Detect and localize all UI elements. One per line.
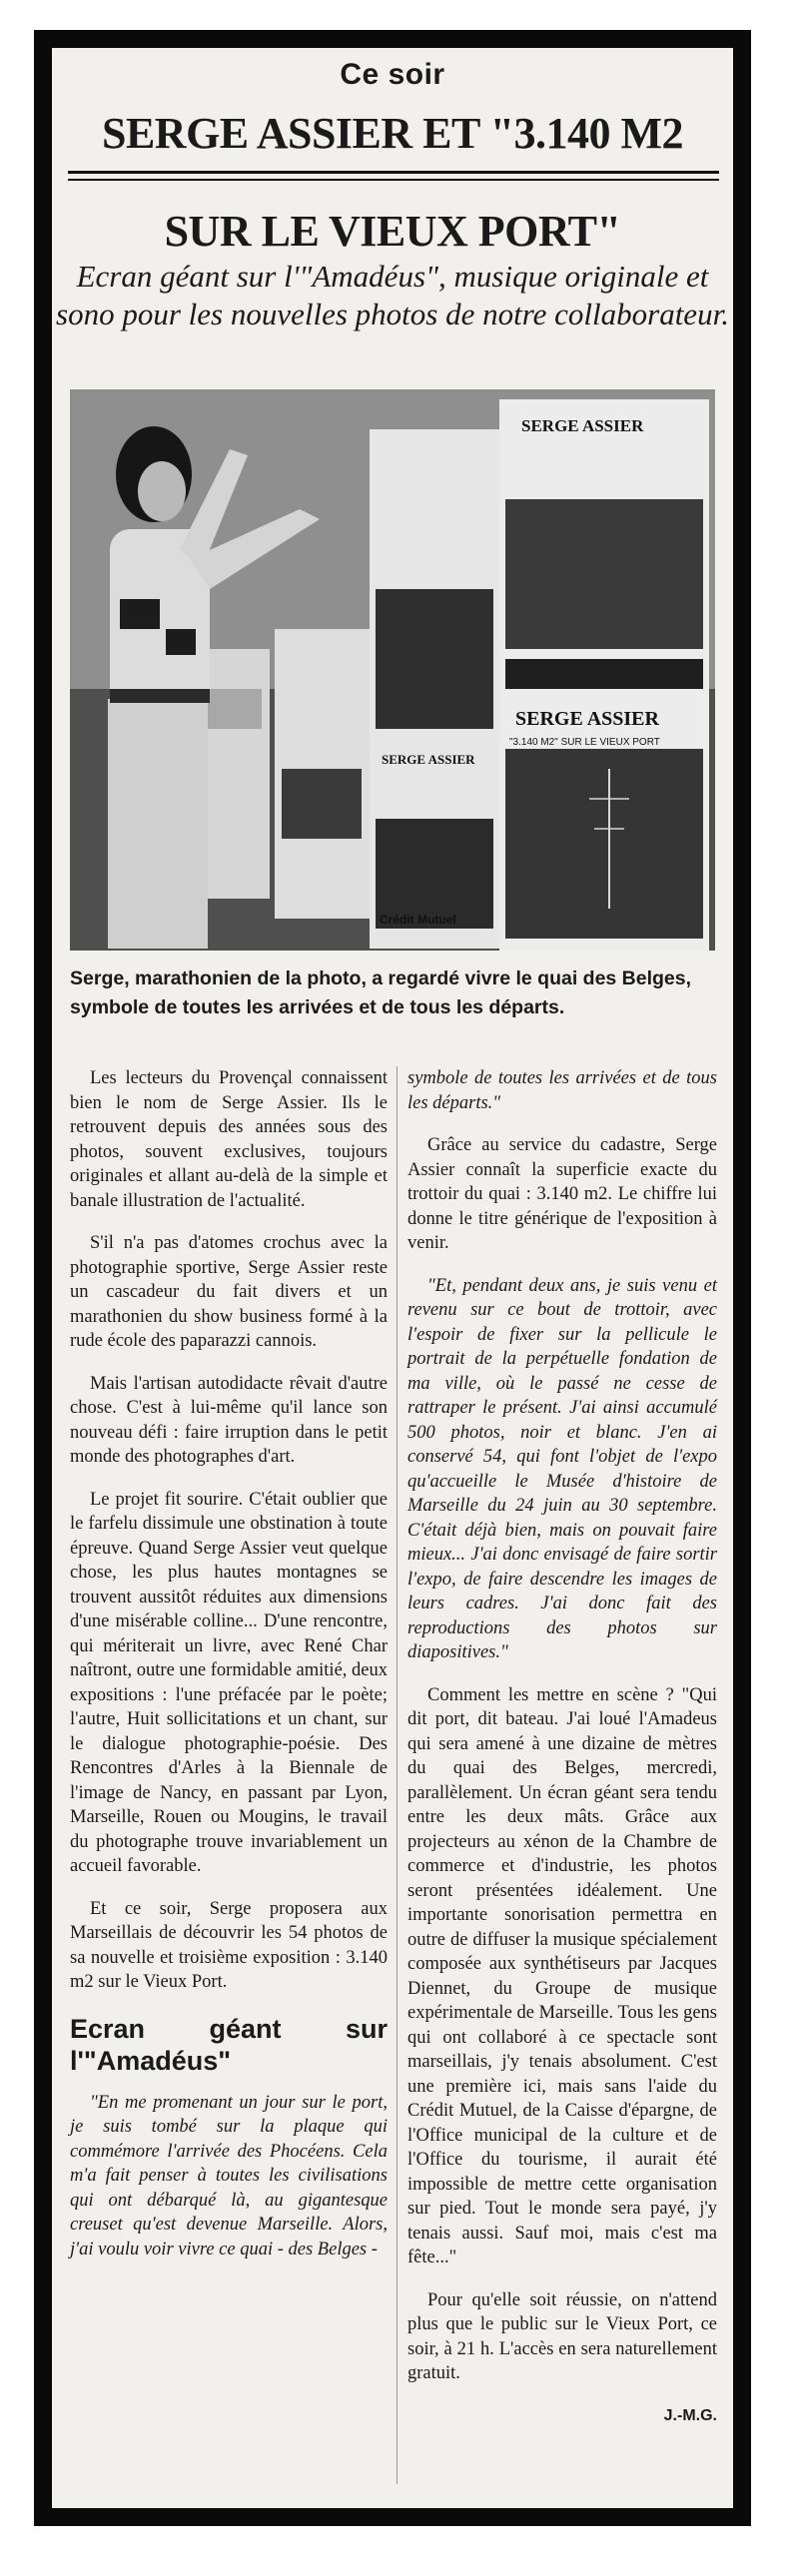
paragraph-quote: "En me promenant un jour sur le port, je suis tombé sur la plaque qui commémore l'arrivée des Phocéens. Cela m'a fait penser à toutes les civilisations qui ont débarqué là, au gigantesque creuset qu'est devenue Marseille. Alors, j'ai voulu voir vivre ce quai - des Belges - [70, 2092, 388, 2259]
column-left [70, 1066, 388, 2279]
column-right [407, 1066, 717, 2428]
poster-title-top: SERGE ASSIER [521, 416, 644, 435]
paragraph: S'il n'a pas d'atomes crochus avec la photographie sportive, Serge Assier reste un cascadeur du fait divers et un marathonien du show business formé à la rude école des paparazzi cannois. [70, 1233, 388, 1351]
paragraph: Et ce soir, Serge proposera aux Marseillais de découvrir les 54 photos de sa nouvelle et troisième exposition : 3.140 m2 sur le Vieux Port. [70, 1898, 388, 1992]
poster-bank-medium: Crédit Mutuel [380, 913, 456, 927]
column-divider [397, 1066, 398, 2484]
photo-caption: Serge, marathonien de la photo, a regardé vivre le quai des Belges, symbole de toutes les arrivées et de tous les départs. [70, 967, 692, 1018]
signature: J.-M.G. [663, 2406, 717, 2424]
subhead: Ecran géant sur l'"Amadéus", musique originale et sono pour les nouvelles photos de notre collaborateur. [56, 259, 729, 331]
poster-medium [370, 429, 499, 949]
kicker: Ce soir [340, 58, 445, 91]
paragraph: Comment les mettre en scène ? "Qui dit port, dit bateau. J'ai loué l'Amadeus qui sera amené à une dizaine de mètres du quai des Belges, mercredi, parallèlement. Un écran géant sera tendu entre les deux mâts. Grâce aux projecteurs au xénon de la Chambre de commerce et d'industrie, les photos seront présentées idéalement. Une importante sonorisation permettra en outre de diffuser la musique spécialement composée aux synthétiseurs par Jacques Diennet, du Groupe de musique expérimentale de Marseille. Tous les gens qui ont collaboré à ce spectacle sont marseillais, j'y tenais absolument. C'est une première ici, mais sans l'aide du Crédit Mutuel, de la Caisse d'épargne, de l'Office municipal de la culture et de l'Office du tourisme, il aurait été impossible de mettre cette organisation sur pied. Tout le monde sera payé, j'y tenais aussi. Sauf moi, mais c'est ma fête..." [407, 1684, 717, 2267]
paragraph: symbole de toutes les arrivées et de tous les départs." [407, 1068, 717, 1113]
paragraph: Grâce au service du cadastre, Serge Assier connaît la superficie exacte du trottoir du quai : 3.140 m2. Le chiffre lui donne le titre générique de l'exposition à venir. [407, 1135, 717, 1253]
headline-line-2: SUR LE VIEUX PORT" [164, 207, 621, 256]
poster-small-2 [275, 629, 370, 919]
newspaper-clipping [52, 48, 733, 2508]
headline-rule [68, 171, 719, 174]
poster-subtitle-large: "3.140 M2" SUR LE VIEUX PORT [509, 737, 660, 748]
paragraph: Les lecteurs du Provençal connaissent bien le nom de Serge Assier. Ils le retrouvent depuis des années sous des photos, souvent exclusives, toujours originales et allant au-delà de la simple et banale illustration de l'actualité. [70, 1068, 388, 1211]
poster-title-medium: SERGE ASSIER [382, 752, 475, 767]
headline-rule-2 [68, 179, 719, 181]
poster-large [499, 399, 709, 951]
paragraph: Le projet fit sourire. C'était oublier que le farfelu dissimule une obstination à toute épreuve. Quand Serge Assier veut quelque chose, les plus hautes montagnes se trouvent aussitôt réduites aux dimensions d'une misérable colline... D'une rencontre, qui mériterait un livre, avec René Char naîtront, outre une formidable amitié, deux expositions : l'une préfacée par le poète; l'autre, Huit sollicitations et un chant, sur le dialogue photographie-poésie. Des Rencontres d'Arles à la Biennale de l'image de Nancy, en passant par Lyon, Marseille, Rouen ou Mougins, le travail du photographe trouve invariablement un accueil favorable. [70, 1489, 388, 1876]
poster-title-large: SERGE ASSIER [515, 708, 659, 730]
paragraph: Pour qu'elle soit réussie, on n'attend plus que le public sur le Vieux Port, ce soir, à 21 h. L'accès en sera naturellement gratuit. [407, 2289, 717, 2383]
section-heading: Ecran géant sur l'"Amadéus" [70, 2013, 388, 2076]
headline-line-1: SERGE ASSIER ET "3.140 M2 [101, 109, 684, 158]
photo-illustration [70, 389, 715, 951]
paragraph-quote: "Et, pendant deux ans, je suis venu et revenu sur ce bout de trottoir, avec l'espoir de fixer sur la pellicule le portrait de la perpétuelle fondation de ma ville, où le passé ne cesse de rattraper le présent. J'ai ainsi accumulé 500 photos, noir et blanc. J'en ai conservé 54, qui font l'objet de l'expo qu'accueille le Musée d'histoire de Marseille du 24 juin au 30 septembre. C'était déjà bien, mais on pouvait faire mieux... J'ai donc envisagé de faire sortir l'expo, de faire descendre les images de leurs cadres. J'ai donc fait des reproductions des photos sur diapositives." [407, 1275, 717, 1662]
paragraph: Mais l'artisan autodidacte rêvait d'autre chose. C'est à lui-même qu'il lance son nouveau défi : faire irruption dans le petit monde des photographes d'art. [70, 1373, 388, 1467]
article-photo [70, 389, 715, 951]
